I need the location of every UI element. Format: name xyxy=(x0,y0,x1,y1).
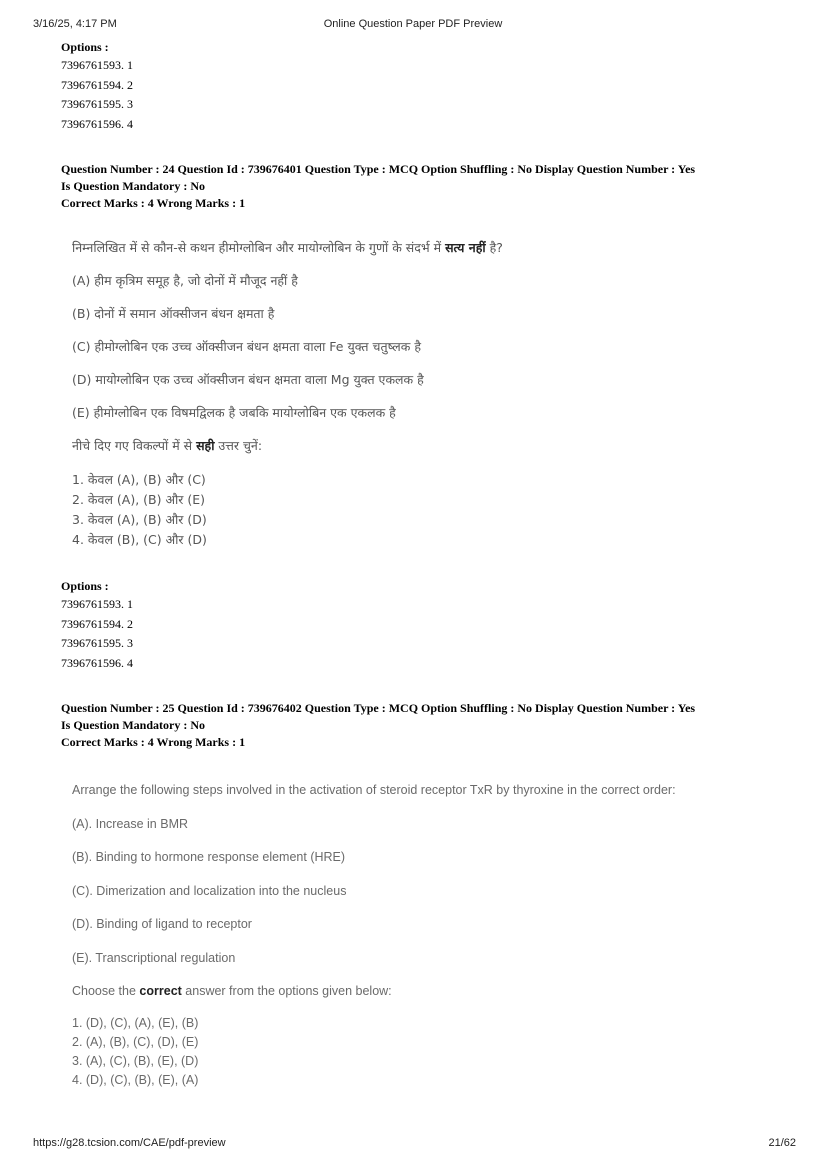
answer-choice-3: 3. केवल (A), (B) और (D) xyxy=(72,512,207,527)
answer-choice-4: 4. (D), (C), (B), (E), (A) xyxy=(72,1073,199,1087)
option-line: 7396761596. 4 xyxy=(61,655,133,670)
option-line: 7396761596. 4 xyxy=(61,116,133,131)
statement-a: (A). Increase in BMR xyxy=(72,816,189,831)
statement-e: (E). Transcriptional regulation xyxy=(72,950,236,965)
statement-c: (C). Dimerization and localization into the nucleus xyxy=(72,883,347,898)
question-info-line: Question Number : 24 Question Id : 739676401 Question Type : MCQ Option Shuffling : No Display Question Number : Yes xyxy=(61,162,696,176)
choose-instruction: नीचे दिए गए विकल्पों में से सही उत्तर चुनें: xyxy=(72,438,263,453)
question-stem: Arrange the following steps involved in the activation of steroid receptor TxR by thyroxine in the correct order: xyxy=(72,783,676,797)
question-24-options xyxy=(61,577,781,673)
page-number: 21/62 xyxy=(768,1137,796,1149)
question-stem: निम्नलिखित में से कौन-से कथन हीमोग्लोबिन और मायोग्लोबिन के गुणों के संदर्भ में सत्य नहीं है? xyxy=(72,240,503,255)
print-title: Online Question Paper PDF Preview xyxy=(323,18,503,30)
question-25-meta xyxy=(61,700,781,751)
option-line: 7396761595. 3 xyxy=(61,636,133,650)
marks-line: Correct Marks : 4 Wrong Marks : 1 xyxy=(61,196,246,210)
statement-b: (B). Binding to hormone response element (HRE) xyxy=(72,850,346,864)
answer-choice-4: 4. केवल (B), (C) और (D) xyxy=(72,532,207,547)
option-line: 7396761593. 1 xyxy=(61,58,133,72)
option-line: 7396761594. 2 xyxy=(61,616,133,631)
mandatory-line: Is Question Mandatory : No xyxy=(61,718,206,732)
print-header xyxy=(0,18,826,38)
question-24-body xyxy=(72,238,772,550)
question-info-line: Question Number : 25 Question Id : 739676402 Question Type : MCQ Option Shuffling : No Display Question Number : Yes xyxy=(61,701,696,715)
print-footer xyxy=(0,1137,826,1157)
mandatory-line: Is Question Mandatory : No xyxy=(61,179,206,193)
option-line: 7396761593. 1 xyxy=(61,597,133,611)
statement-d: (D) मायोग्लोबिन एक उच्च ऑक्सीजन बंधन क्षमता वाला Mg युक्त एकलक है xyxy=(72,372,424,387)
statement-b: (B) दोनों में समान ऑक्सीजन बंधन क्षमता है xyxy=(72,306,275,321)
question-25-body xyxy=(72,780,772,1090)
answer-choice-1: 1. केवल (A), (B) और (C) xyxy=(72,472,206,487)
answer-choice-2: 2. (A), (B), (C), (D), (E) xyxy=(72,1035,199,1049)
option-line: 7396761594. 2 xyxy=(61,77,133,92)
marks-line: Correct Marks : 4 Wrong Marks : 1 xyxy=(61,735,246,749)
answer-choice-2: 2. केवल (A), (B) और (E) xyxy=(72,492,205,507)
previous-options-block xyxy=(61,38,781,134)
answer-choice-1: 1. (D), (C), (A), (E), (B) xyxy=(72,1016,199,1030)
options-label: Options : xyxy=(61,40,109,54)
statement-c: (C) हीमोग्लोबिन एक उच्च ऑक्सीजन बंधन क्षमता वाला Fe युक्त चतुष्लक है xyxy=(72,339,421,354)
option-line: 7396761595. 3 xyxy=(61,97,133,111)
statement-e: (E) हीमोग्लोबिन एक विषमद्विलक है जबकि मायोग्लोबिन एक एकलक है xyxy=(72,405,396,420)
statement-d: (D). Binding of ligand to receptor xyxy=(72,917,252,931)
question-24-meta xyxy=(61,161,781,212)
print-datetime: 3/16/25, 4:17 PM xyxy=(33,18,117,30)
choose-instruction: Choose the correct answer from the options given below: xyxy=(72,984,392,998)
footer-url: https://g28.tcsion.com/CAE/pdf-preview xyxy=(33,1137,226,1149)
answer-choice-3: 3. (A), (C), (B), (E), (D) xyxy=(72,1054,199,1068)
options-label: Options : xyxy=(61,579,109,593)
statement-a: (A) हीम कृत्रिम समूह है, जो दोनों में मौजूद नहीं है xyxy=(72,273,298,288)
